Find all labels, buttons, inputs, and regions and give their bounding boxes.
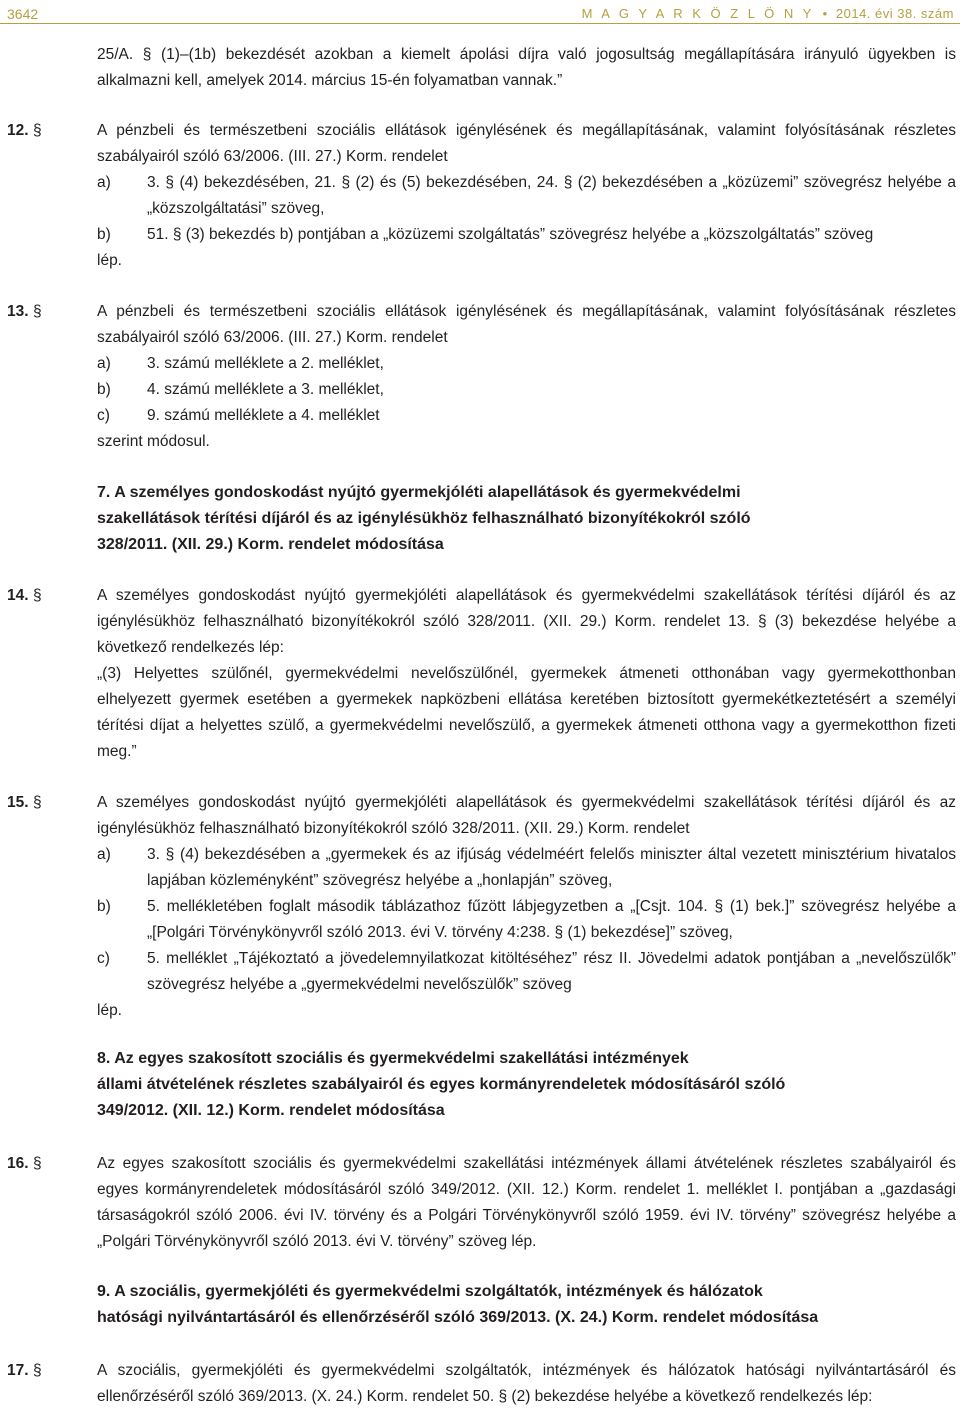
list-item: [97, 222, 956, 248]
item-letter: a): [97, 355, 111, 372]
paragraph-25a: [0, 42, 960, 94]
heading-line: szakellátások térítési díjáról és az igénylésükhöz felhasználható bizonyítékokról szóló: [97, 510, 751, 527]
list-item: [97, 351, 956, 377]
item-letter: b): [97, 381, 111, 398]
section-symbol: §: [33, 794, 42, 811]
item-text: 3. számú melléklete a 2. melléklet,: [147, 355, 384, 372]
section-text: Az egyes szakosított szociális és gyermekvédelmi szakellátási intézmények állami átvételének részletes szabályairól és egyes kormányrendeletek módosításáról szóló 349/2012. (XII. 12.) Korm. rendelet 1. melléklet I. pontjában a „gazdasági társaságokról szóló 2006. évi IV. törvény és a Polgári Törvénykönyvről szóló 1959. évi IV. törvény” szövegrész helyébe a „Polgári Törvénykönyvről szóló 2013. évi V. törvény” szöveg lép.: [97, 1155, 956, 1250]
section-intro: A személyes gondoskodást nyújtó gyermekjóléti alapellátások és gyermekvédelmi szakellátások térítési díjáról és az igénylésükhöz felhasználható bizonyítékokról szóló 328/2011. (XII. 29.) Korm. rendelet: [97, 794, 956, 837]
list-item: [97, 946, 956, 998]
section-symbol: §: [33, 122, 42, 139]
section-closing: szerint módosul.: [97, 433, 210, 450]
section-number: 16.: [7, 1155, 29, 1172]
list-item: [97, 377, 956, 403]
header-rule: [0, 23, 960, 24]
section-16: [0, 1151, 960, 1255]
paragraph-25a-text: 25/A. § (1)–(1b) bekezdését azokban a kiemelt ápolási díjra való jogosultság megállapítására irányuló ügyekben is alkalmazni kell, amelyek 2014. március 15-én folyamatban vannak.”: [97, 46, 956, 89]
section-intro: A pénzbeli és természetbeni szociális ellátások igénylésének és megállapításának, valamint folyósításának részletes szabályairól szóló 63/2006. (III. 27.) Korm. rendelet: [97, 303, 956, 346]
section-body: [97, 299, 956, 455]
section-closing: lép.: [97, 1002, 122, 1019]
section-text: A személyes gondoskodást nyújtó gyermekjóléti alapellátások és gyermekvédelmi szakellátások térítési díjáról és az igénylésükhöz felhasználható bizonyítékokról szóló 328/2011. (XII. 29.) Korm. rendelet 13. § (3) bekezdése helyébe a következő rendelkezés lép:: [97, 587, 956, 656]
item-letter: a): [97, 174, 111, 191]
section-body: [97, 118, 956, 274]
item-text: 5. melléklet „Tájékoztató a jövedelemnyilatkozat kitöltéséhez” rész II. Jövedelmi adatok pontjában a „nevelőszülők” szövegrész helyébe a „gyermekvédelmi nevelőszülők” szöveg: [147, 950, 956, 993]
list-item: [97, 170, 956, 222]
item-letter: a): [97, 846, 111, 863]
item-text: 3. § (4) bekezdésében a „gyermekek és az ifjúság védelméért felelős miniszter által vezetett minisztérium hivatalos lapjában közleményként” szövegrész helyébe a „honlapján” szöveg,: [147, 846, 956, 889]
section-symbol: §: [33, 303, 42, 320]
section-number: 14.: [7, 587, 29, 604]
item-letter: b): [97, 226, 111, 243]
heading-line: 328/2011. (XII. 29.) Korm. rendelet módosítása: [97, 536, 444, 553]
section-body: [97, 1358, 956, 1410]
section-body: [97, 790, 956, 1024]
item-text: 51. § (3) bekezdés b) pontjában a „közüzemi szolgáltatás” szövegrész helyébe a „közszolgáltatás” szöveg: [147, 226, 874, 243]
item-text: 4. számú melléklete a 3. melléklet,: [147, 381, 384, 398]
section-number: 12.: [7, 122, 29, 139]
section-number: 15.: [7, 794, 29, 811]
section-14: [0, 583, 960, 765]
item-letter: c): [97, 407, 110, 424]
section-body: [97, 583, 956, 765]
item-letter: c): [97, 950, 110, 967]
heading-line: 7. A személyes gondoskodást nyújtó gyermekjóléti alapellátások és gyermekvédelmi: [97, 484, 741, 501]
section-body: [97, 1151, 956, 1255]
header-bullet: •: [822, 6, 828, 21]
heading-line: hatósági nyilvántartásáról és ellenőrzéséről szóló 369/2013. (X. 24.) Korm. rendelet módosítása: [97, 1309, 819, 1326]
section-17: [0, 1358, 960, 1410]
section-13: [0, 299, 960, 455]
section-intro: A pénzbeli és természetbeni szociális ellátások igénylésének és megállapításának, valamint folyósításának részletes szabályairól szóló 63/2006. (III. 27.) Korm. rendelet: [97, 122, 956, 165]
section-15: [0, 790, 960, 1024]
section-12: [0, 118, 960, 274]
section-number: 17.: [7, 1362, 29, 1379]
section-number: 13.: [7, 303, 29, 320]
section-symbol: §: [33, 1155, 42, 1172]
heading-9: [97, 1279, 957, 1331]
heading-7: [97, 480, 947, 558]
item-text: 9. számú melléklete a 4. melléklet: [147, 407, 380, 424]
item-text: 5. mellékletében foglalt második táblázathoz fűzött lábjegyzetben a „[Csjt. 104. § (1) bek.]” szövegrész helyébe a „[Polgári Törvénykönyvről szóló 2013. évi V. törvény 4:238. § (1) bekezdése]” szöveg,: [147, 898, 956, 941]
heading-8: [97, 1046, 947, 1124]
section-text: A szociális, gyermekjóléti és gyermekvédelmi szolgáltatók, intézmények és hálózatok hatósági nyilvántartásáról és ellenőrzéséről szóló 369/2013. (X. 24.) Korm. rendelet 50. § (2) bekezdése helyébe a következő rendelkezés lép:: [97, 1362, 956, 1405]
heading-line: 8. Az egyes szakosított szociális és gyermekvédelmi szakellátási intézmények: [97, 1050, 689, 1067]
heading-line: 349/2012. (XII. 12.) Korm. rendelet módosítása: [97, 1102, 445, 1119]
list-item: [97, 403, 956, 429]
heading-line: 9. A szociális, gyermekjóléti és gyermekvédelmi szolgáltatók, intézmények és hálózatok: [97, 1283, 763, 1300]
section-closing: lép.: [97, 252, 122, 269]
list-item: [97, 842, 956, 894]
section-symbol: §: [33, 1362, 42, 1379]
section-symbol: §: [33, 587, 42, 604]
item-text: 3. § (4) bekezdésében, 21. § (2) és (5) bekezdésében, 24. § (2) bekezdésében a „közüzemi” szövegrész helyébe a „közszolgáltatási” szöveg,: [147, 174, 956, 217]
list-item: [97, 894, 956, 946]
item-letter: b): [97, 898, 111, 915]
issue-label: 2014. évi 38. szám: [835, 6, 954, 21]
running-header: [0, 0, 960, 24]
quoted-provision: „(3) Helyettes szülőnél, gyermekvédelmi nevelőszülőnél, gyermekek átmeneti otthonában vagy gyermekotthonban elhelyezett gyermek esetében a gyermekek napközbeni ellátása keretében biztosított gyermekétkeztetésért a személyi térítési díjat a helyettes szülő, a gyermekvédelmi nevelőszülő, a gyermekek átmeneti otthona vagy a gyermekotthon fizeti meg.”: [97, 665, 956, 760]
page-number: 3642: [7, 6, 39, 22]
publication-title: M A G Y A R K Ö Z L Ö N Y: [581, 6, 815, 21]
heading-line: állami átvételének részletes szabályairól és egyes kormányrendeletek módosításáról szóló: [97, 1076, 786, 1093]
